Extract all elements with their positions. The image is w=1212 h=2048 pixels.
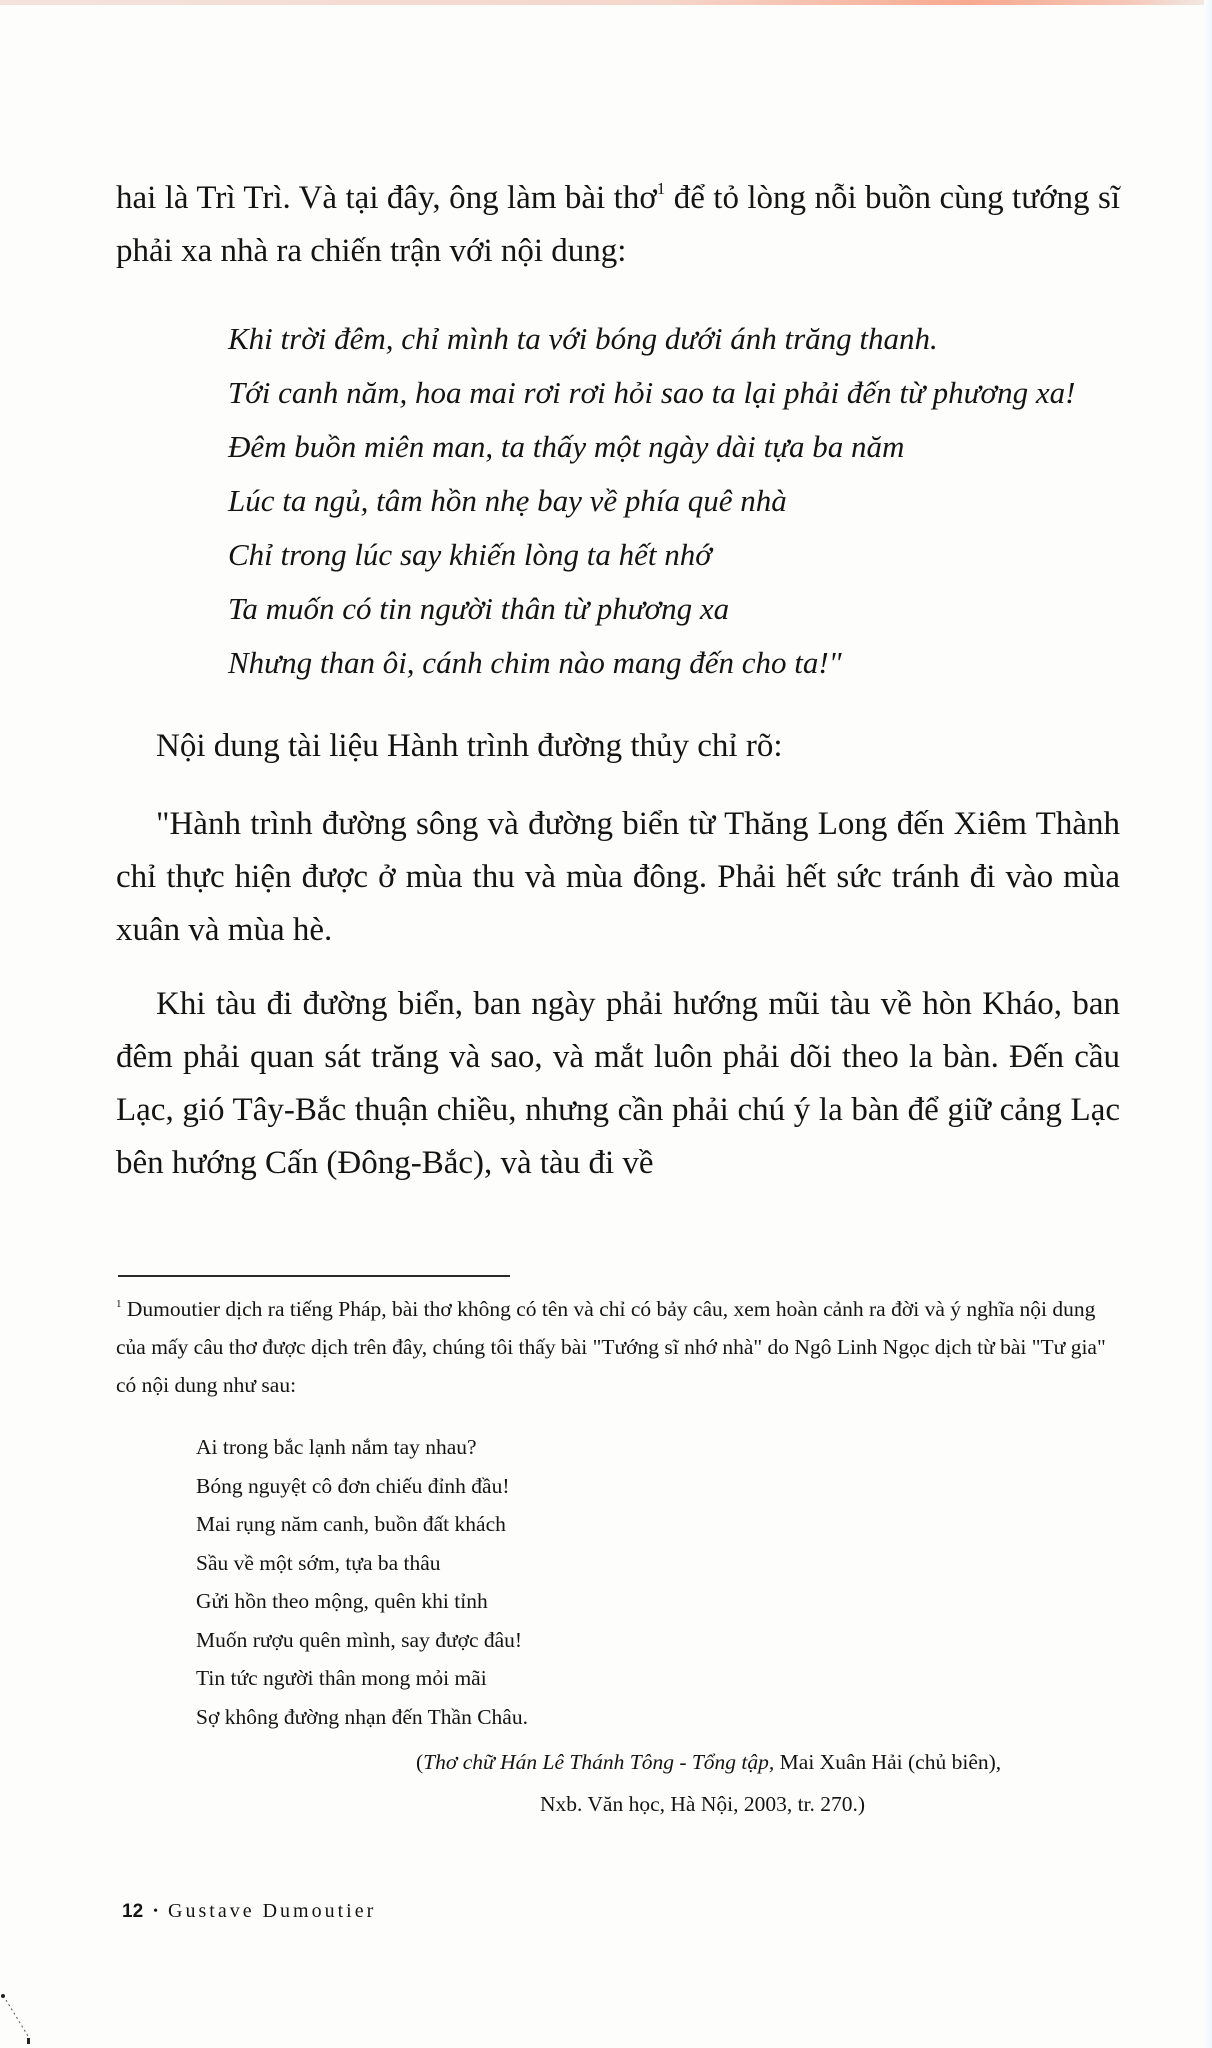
citation-line-2: Nxb. Văn học, Hà Nội, 2003, tr. 270.)	[540, 1792, 866, 1816]
page-right-edge	[1204, 0, 1212, 2048]
paragraph-intro-text: hai là Trì Trì. Và tại đây, ông làm bài thơ	[116, 180, 657, 216]
footnote-poem	[196, 1428, 528, 1736]
paragraph-sea-voyage: Khi tàu đi đường biển, ban ngày phải hướng mũi tàu về hòn Kháo, ban đêm phải quan sát trăng và sao, và mắt luôn phải dõi theo la bàn. Đến cầu Lạc, gió Tây-Bắc thuận chiều, nhưng cần phải chú ý la bàn để giữ cảng Lạc bên hướng Cấn (Đông-Bắc), và tàu đi về	[116, 986, 1120, 1181]
citation-line-1	[400, 1741, 1140, 1783]
footnote-poem-line: Sầu về một sớm, tựa ba thâu	[196, 1550, 441, 1575]
footnote-poem-line: Gửi hồn theo mộng, quên khi tỉnh	[196, 1589, 488, 1613]
scan-artifact-mark	[0, 1992, 40, 2048]
footer-bullet: •	[153, 1904, 159, 1919]
footnote-separator	[118, 1275, 510, 1277]
paragraph-source-intro: Nội dung tài liệu Hành trình đường thủy chỉ rõ:	[156, 728, 783, 764]
poem-line: Tới canh năm, hoa mai rơi rơi hỏi sao ta lại phải đến từ phương xa!	[228, 375, 1076, 410]
footnote-poem-line: Tin tức người thân mong mỏi mãi	[196, 1666, 487, 1690]
page-top-edge	[0, 0, 1212, 5]
poem-line: Ta muốn có tin người thân từ phương xa	[228, 591, 730, 626]
poem-verse	[228, 312, 1075, 690]
footnote-citation	[400, 1741, 1140, 1825]
citation-title: Thơ chữ Hán Lê Thánh Tông - Tổng tập,	[423, 1750, 775, 1774]
footnote-text	[116, 1290, 1120, 1404]
paragraph-quote-itinerary: "Hành trình đường sông và đường biển từ Thăng Long đến Xiêm Thành chỉ thực hiện được ở mùa thu và mùa đông. Phải hết sức tránh đi vào mùa xuân và mùa hè.	[116, 806, 1120, 948]
poem-line: Khi trời đêm, chỉ mình ta với bóng dưới ánh trăng thanh.	[228, 321, 938, 356]
footnote-poem-line: Bóng nguyệt cô đơn chiếu đỉnh đầu!	[196, 1473, 510, 1498]
poem-line: Lúc ta ngủ, tâm hồn nhẹ bay về phía quê nhà	[228, 483, 787, 518]
poem-line: Chỉ trong lúc say khiến lòng ta hết nhớ	[228, 537, 712, 572]
footnote-poem-line: Ai trong bắc lạnh nắm tay nhau?	[196, 1435, 477, 1459]
citation-editor: Mai Xuân Hải (chủ biên),	[774, 1750, 1002, 1774]
poem-line: Nhưng than ôi, cánh chim nào mang đến cho ta!"	[228, 645, 842, 680]
footnote-body: Dumoutier dịch ra tiếng Pháp, bài thơ không có tên và chỉ có bảy câu, xem hoàn cảnh ra đời và ý nghĩa nội dung của mấy câu thơ được dịch trên đây, chúng tôi thấy bài "Tướng sĩ nhớ nhà" do Ngô Linh Ngọc dịch từ bài "Tư gia" có nội dung như sau:	[116, 1297, 1106, 1397]
paragraph-intro-text-cont: để tỏ lòng nỗi buồn cùng tướng sĩ phải xa nhà ra chiến trận với nội dung:	[116, 180, 1120, 269]
footnote-poem-line: Mai rụng năm canh, buồn đất khách	[196, 1512, 506, 1536]
footnote-reference[interactable]: 1	[656, 179, 666, 198]
page-number: 12	[122, 1901, 144, 1922]
citation-paren: (	[416, 1750, 424, 1774]
poem-line: Đêm buồn miên man, ta thấy một ngày dài tựa ba năm	[228, 429, 905, 464]
running-author: Gustave Dumoutier	[168, 1900, 377, 1922]
footnote-poem-line: Muốn rượu quên mình, say được đâu!	[196, 1627, 523, 1652]
footnote-poem-line: Sợ không đường nhạn đến Thần Châu.	[196, 1704, 528, 1729]
page-footer	[122, 1896, 376, 1927]
paragraph-intro	[116, 172, 1120, 278]
footnote-marker: 1	[116, 1298, 122, 1310]
